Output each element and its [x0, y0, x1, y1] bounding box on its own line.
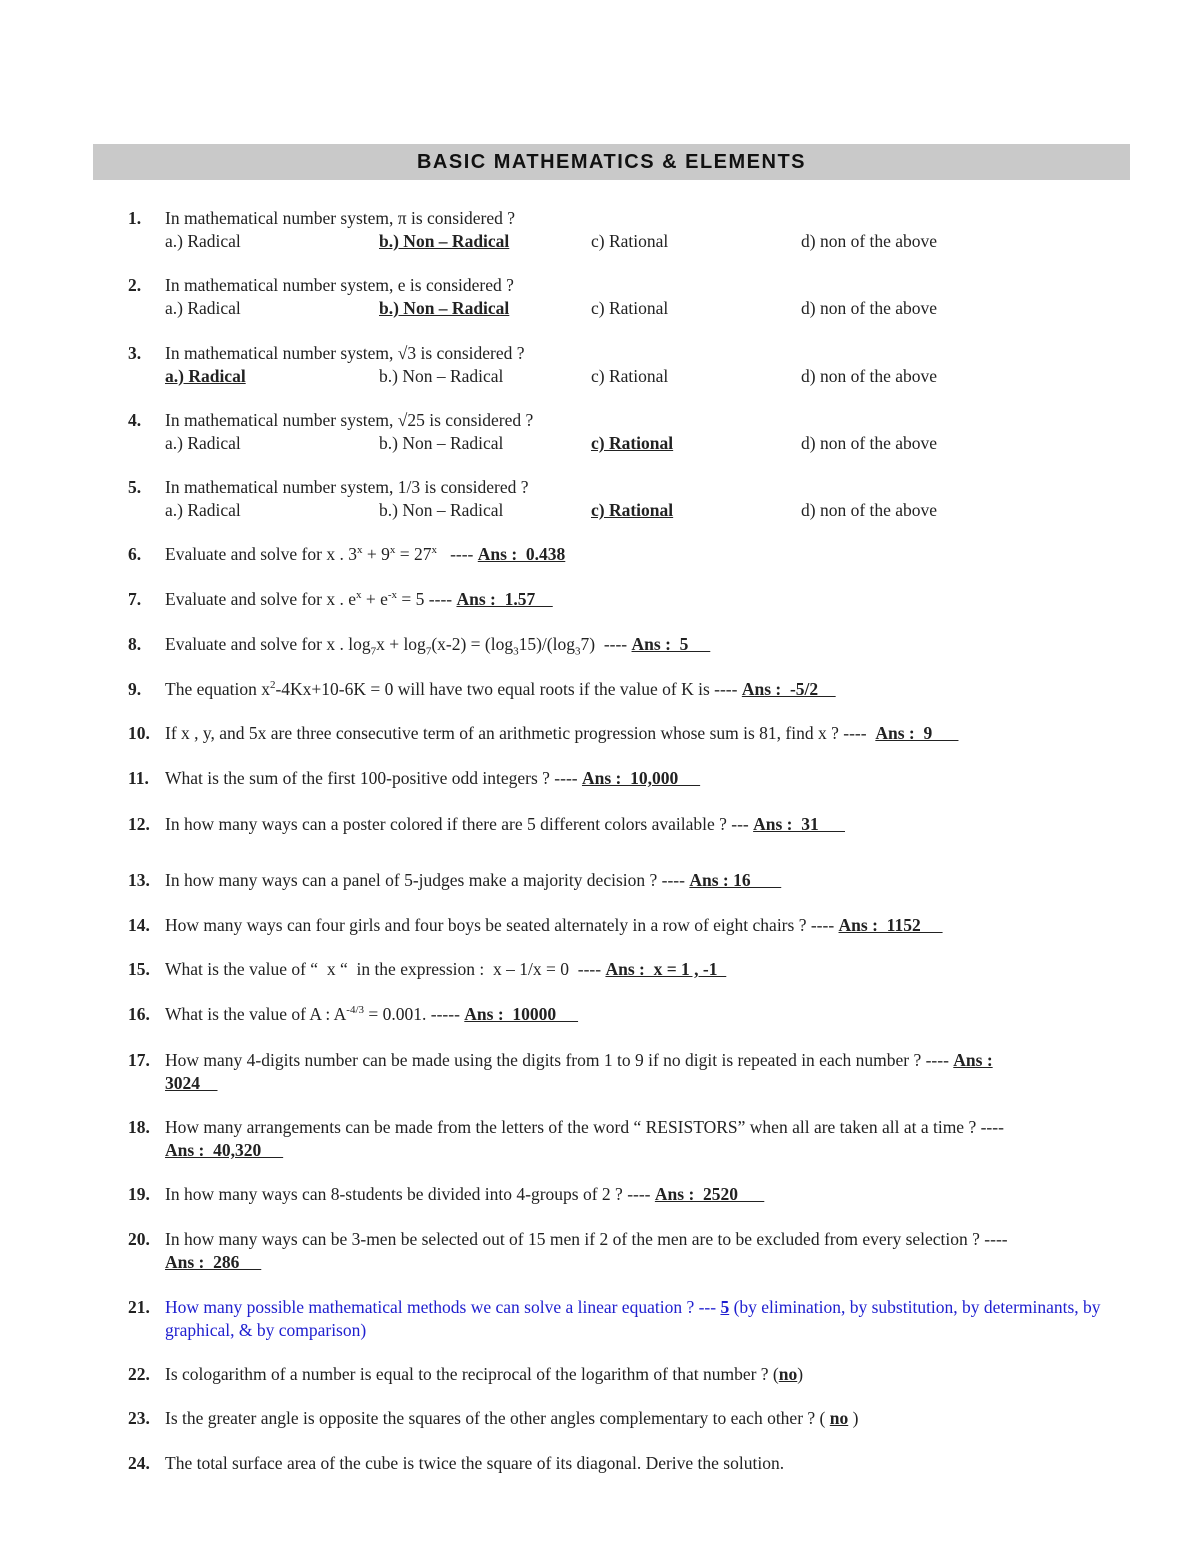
question-23	[128, 1407, 1130, 1430]
exponent: x	[389, 544, 396, 557]
answer: Ans : x = 1 , -1	[605, 959, 727, 979]
question-number: 24.	[128, 1453, 150, 1473]
answer: Ans : 40,320	[165, 1140, 284, 1160]
question-22	[128, 1363, 1130, 1386]
exponent: x	[355, 589, 362, 602]
text-part: How many arrangements can be made from the letters of the word “ RESISTORS” when all are taken all at a time ? ----	[165, 1117, 1004, 1137]
answer: Ans : 1152	[838, 915, 943, 935]
answer: Ans : 16	[689, 870, 782, 890]
question-15	[128, 958, 1130, 981]
question-11	[128, 767, 1130, 790]
question-stem: In mathematical number system, e is considered ?	[165, 275, 514, 295]
question-text	[165, 633, 1130, 656]
question-number: 4.	[128, 410, 142, 430]
text-part: = 27	[395, 544, 432, 564]
question-6	[128, 543, 1130, 566]
text-part: x + log	[376, 634, 426, 654]
option-a: a.) Radical	[165, 298, 241, 318]
option-c: c) Rational	[591, 500, 674, 520]
answer: no	[829, 1408, 849, 1428]
option-b: b.) Non – Radical	[379, 231, 510, 251]
question-number: 5.	[128, 477, 142, 497]
question-number: 9.	[128, 679, 142, 699]
text-part: + 9	[362, 544, 390, 564]
question-19	[128, 1183, 1130, 1206]
question-number: 13.	[128, 870, 150, 890]
text-part: = 5 ----	[397, 589, 457, 609]
question-number: 7.	[128, 589, 142, 609]
text-part: The equation x	[165, 679, 270, 699]
options	[165, 432, 1130, 455]
question-13	[128, 869, 1130, 892]
exponent: 2	[269, 679, 276, 692]
question-text	[165, 722, 1130, 745]
text-part: -4Kx+10-6K = 0 will have two equal roots if the value of K is ----	[275, 679, 742, 699]
exponent: x	[431, 544, 437, 557]
title-bar	[93, 144, 1130, 180]
exponent: -4/3	[346, 1004, 365, 1017]
question-number: 11.	[128, 768, 149, 788]
question-4	[128, 409, 1130, 455]
question-21	[128, 1296, 1130, 1342]
question-text: The total surface area of the cube is twice the square of its diagonal. Derive the solution.	[165, 1453, 785, 1473]
answer: Ans : 5	[631, 634, 711, 654]
question-number: 12.	[128, 814, 150, 834]
exponent: -x	[387, 589, 398, 602]
answer: Ans : 0.438	[477, 544, 566, 564]
question-number: 1.	[128, 208, 142, 228]
option-a: a.) Radical	[165, 433, 241, 453]
text-part: How many possible mathematical methods we can solve a linear equation ? ---	[165, 1297, 721, 1317]
option-d: d) non of the above	[801, 366, 938, 386]
option-d: d) non of the above	[801, 433, 938, 453]
question-10	[128, 722, 1130, 745]
question-number: 18.	[128, 1117, 150, 1137]
text-part: What is the value of “ x “ in the expression : x – 1/x = 0 ----	[165, 959, 606, 979]
option-d: d) non of the above	[801, 231, 938, 251]
question-stem: In mathematical number system, π is considered ?	[165, 208, 515, 228]
text-part: In how many ways can a poster colored if there are 5 different colors available ? ---	[165, 814, 754, 834]
options	[165, 365, 1130, 388]
option-d: d) non of the above	[801, 298, 938, 318]
question-text	[165, 1003, 1130, 1026]
text-part: In how many ways can be 3-men be selected out of 15 men if 2 of the men are to be excluded from every selection ? ----	[165, 1229, 1008, 1249]
option-a: a.) Radical	[165, 366, 246, 386]
text-part: ----	[436, 544, 478, 564]
question-18	[128, 1116, 1130, 1162]
option-d: d) non of the above	[801, 500, 938, 520]
options	[165, 499, 1130, 522]
option-c: c) Rational	[591, 231, 669, 251]
options	[165, 297, 1130, 320]
text-part: In how many ways can 8-students be divided into 4-groups of 2 ? ----	[165, 1184, 655, 1204]
question-text	[165, 1296, 1130, 1342]
answer: Ans : 286	[165, 1252, 262, 1272]
text-part: What is the value of A : A	[165, 1004, 347, 1024]
log-base: 3	[575, 645, 581, 658]
question-text	[165, 813, 1130, 836]
text-part: (by elimination, by substitution, by determinants, by graphical, & by comparison)	[165, 1297, 1101, 1340]
text-part: How many ways can four girls and four boys be seated alternately in a row of eight chairs ? ----	[165, 915, 839, 935]
question-9	[128, 678, 1130, 701]
question-stem: In mathematical number system, √3 is considered ?	[165, 343, 525, 363]
option-a: a.) Radical	[165, 231, 241, 251]
question-text	[165, 958, 1130, 981]
option-b: b.) Non – Radical	[379, 500, 504, 520]
question-text	[165, 1228, 1130, 1274]
question-number: 22.	[128, 1364, 150, 1384]
question-20	[128, 1228, 1130, 1274]
text-part: (x-2) = (log	[431, 634, 514, 654]
question-number: 3.	[128, 343, 142, 363]
log-base: 7	[425, 645, 432, 658]
question-text	[165, 678, 1130, 701]
question-text	[165, 543, 1130, 566]
option-c: c) Rational	[591, 298, 669, 318]
question-24	[128, 1452, 1130, 1475]
question-text	[165, 1183, 1130, 1206]
question-16	[128, 1003, 1130, 1026]
answer: Ans : -5/2	[741, 679, 836, 699]
question-8	[128, 633, 1130, 656]
answer: Ans : 2520	[654, 1184, 765, 1204]
exponent: x	[356, 544, 363, 557]
question-number: 17.	[128, 1050, 150, 1070]
answer: Ans : 9	[875, 723, 959, 743]
answer: Ans : 31	[753, 814, 845, 834]
question-text	[165, 869, 1130, 892]
question-number: 15.	[128, 959, 150, 979]
answer: Ans : 1.57	[456, 589, 553, 609]
question-number: 8.	[128, 634, 142, 654]
question-stem: In mathematical number system, √25 is considered ?	[165, 410, 534, 430]
text-part: Is cologarithm of a number is equal to the reciprocal of the logarithm of that number ? (	[165, 1364, 779, 1384]
question-text	[165, 1116, 1130, 1162]
option-b: b.) Non – Radical	[379, 433, 504, 453]
text-part: How many 4-digits number can be made using the digits from 1 to 9 if no digit is repeated in each number ? ----	[165, 1050, 954, 1070]
question-text	[165, 1049, 1130, 1095]
question-1	[128, 207, 1130, 253]
page-title: BASIC MATHEMATICS & ELEMENTS	[416, 150, 807, 173]
text-part: What is the sum of the first 100-positive odd integers ? ----	[165, 768, 582, 788]
text-part: In how many ways can a panel of 5-judges make a majority decision ? ----	[165, 870, 690, 890]
question-text	[165, 767, 1130, 790]
answer: Ans : 10,000	[581, 768, 701, 788]
text-part: Evaluate and solve for x . e	[165, 589, 356, 609]
question-stem: In mathematical number system, 1/3 is considered ?	[165, 477, 529, 497]
question-2	[128, 274, 1130, 320]
options	[165, 230, 1130, 253]
option-b: b.) Non – Radical	[379, 366, 504, 386]
option-c: c) Rational	[591, 366, 669, 386]
question-17	[128, 1049, 1130, 1095]
question-number: 23.	[128, 1408, 150, 1428]
text-part: Evaluate and solve for x . log	[165, 634, 371, 654]
question-number: 2.	[128, 275, 142, 295]
question-number: 19.	[128, 1184, 150, 1204]
question-12	[128, 813, 1130, 836]
question-7	[128, 588, 1130, 611]
text-part: + e	[361, 589, 388, 609]
question-text	[165, 588, 1130, 611]
question-text	[165, 1363, 1130, 1386]
text-part: )	[797, 1364, 804, 1384]
question-number: 10.	[128, 723, 150, 743]
question-number: 20.	[128, 1229, 150, 1249]
question-text	[165, 1407, 1130, 1430]
question-5	[128, 476, 1130, 522]
question-number: 6.	[128, 544, 142, 564]
option-c: c) Rational	[591, 433, 674, 453]
log-base: 3	[513, 645, 519, 658]
answer: no	[778, 1364, 798, 1384]
answer: 3024	[165, 1073, 218, 1093]
log-base: 7	[370, 645, 377, 658]
text-part: If x , y, and 5x are three consecutive term of an arithmetic progression whose sum is 81, find x ? ----	[165, 723, 876, 743]
question-number: 16.	[128, 1004, 150, 1024]
text-part: 7) ----	[580, 634, 632, 654]
text-part: Evaluate and solve for x . 3	[165, 544, 357, 564]
text-part: 15)/(log	[518, 634, 575, 654]
text-part: )	[848, 1408, 859, 1428]
question-3	[128, 342, 1130, 388]
answer: Ans : 10000	[464, 1004, 579, 1024]
question-text	[165, 914, 1130, 937]
answer-label: Ans :	[953, 1050, 993, 1070]
option-b: b.) Non – Radical	[379, 298, 510, 318]
text-part: Is the greater angle is opposite the squares of the other angles complementary to each other ? (	[165, 1408, 830, 1428]
question-number: 14.	[128, 915, 150, 935]
question-14	[128, 914, 1130, 937]
option-a: a.) Radical	[165, 500, 241, 520]
text-part: = 0.001. -----	[364, 1004, 465, 1024]
answer: 5	[720, 1297, 730, 1317]
question-number: 21.	[128, 1297, 150, 1317]
